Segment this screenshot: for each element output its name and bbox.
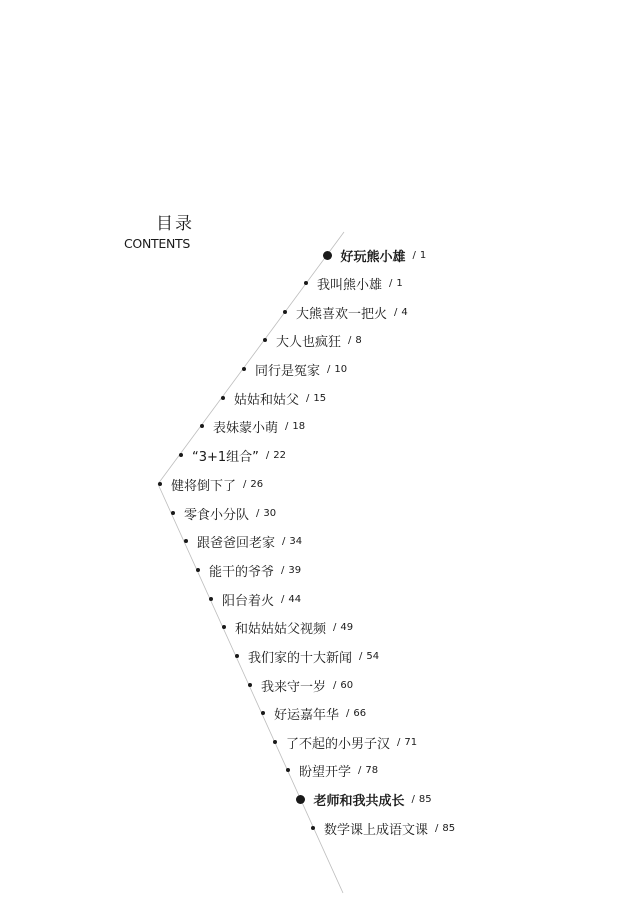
toc-entry-title: 同行是冤家 bbox=[255, 363, 321, 379]
page-separator: / bbox=[285, 420, 289, 432]
toc-entry-page: 49 bbox=[340, 621, 354, 633]
toc-entry[interactable] bbox=[221, 388, 326, 408]
toc-entry-title: 和姑姑姑父视频 bbox=[235, 621, 327, 637]
toc-heading: 目录 bbox=[156, 214, 194, 234]
toc-entry[interactable] bbox=[311, 818, 455, 838]
page-separator: / bbox=[306, 392, 310, 404]
page-separator: / bbox=[243, 478, 247, 490]
page-separator: / bbox=[346, 707, 350, 719]
page-separator: / bbox=[389, 277, 393, 289]
toc-entry[interactable] bbox=[184, 531, 302, 551]
toc-entry[interactable] bbox=[248, 675, 353, 695]
toc-entry-title: 能干的爷爷 bbox=[209, 564, 275, 580]
bullet-dot-icon bbox=[179, 453, 183, 457]
page-separator: / bbox=[333, 621, 337, 633]
toc-entry-page: 85 bbox=[418, 793, 432, 805]
toc-entry[interactable] bbox=[286, 760, 378, 780]
toc-entry[interactable] bbox=[235, 646, 379, 666]
toc-entry-page: 22 bbox=[273, 449, 287, 461]
toc-entry[interactable] bbox=[200, 416, 305, 436]
toc-entry-title: 跟爸爸回老家 bbox=[197, 535, 276, 551]
toc-entry-title: 数学课上成语文课 bbox=[324, 822, 429, 838]
toc-entry[interactable] bbox=[263, 330, 362, 350]
page-separator: / bbox=[397, 736, 401, 748]
toc-entry[interactable] bbox=[304, 273, 403, 293]
page-separator: / bbox=[358, 764, 362, 776]
toc-entry-page: 4 bbox=[401, 306, 408, 318]
toc-entry[interactable] bbox=[283, 302, 408, 322]
toc-entry-page: 18 bbox=[292, 420, 306, 432]
bullet-dot-icon bbox=[286, 768, 290, 772]
toc-entry-title: 表妹蒙小萌 bbox=[213, 420, 279, 436]
toc-entry-page: 66 bbox=[353, 707, 367, 719]
toc-entry-title: 健将倒下了 bbox=[171, 478, 237, 494]
toc-entry-title: “3+1组合” bbox=[192, 449, 259, 465]
bullet-dot-icon bbox=[184, 539, 188, 543]
page-separator: / bbox=[327, 363, 331, 375]
bullet-dot-icon bbox=[311, 826, 315, 830]
toc-entry-title: 大熊喜欢一把火 bbox=[296, 306, 388, 322]
page-separator: / bbox=[359, 650, 363, 662]
bullet-dot-icon bbox=[283, 310, 287, 314]
bullet-dot-icon bbox=[261, 711, 265, 715]
bullet-dot-icon bbox=[248, 683, 252, 687]
toc-entry-title: 零食小分队 bbox=[184, 507, 250, 523]
bullet-dot-icon bbox=[200, 424, 204, 428]
toc-entry-title: 我们家的十大新闻 bbox=[248, 650, 353, 666]
bullet-dot-icon bbox=[221, 396, 225, 400]
bullet-dot-icon bbox=[323, 251, 332, 260]
toc-entry[interactable] bbox=[222, 617, 353, 637]
toc-entry[interactable] bbox=[296, 789, 432, 809]
toc-entry[interactable] bbox=[261, 703, 366, 723]
bullet-dot-icon bbox=[209, 597, 213, 601]
toc-entry-page: 60 bbox=[340, 679, 354, 691]
page-separator: / bbox=[412, 249, 416, 261]
toc-entry[interactable] bbox=[179, 445, 286, 465]
page-separator: / bbox=[282, 535, 286, 547]
bullet-dot-icon bbox=[304, 281, 308, 285]
page-separator: / bbox=[256, 507, 260, 519]
toc-entry[interactable] bbox=[242, 359, 347, 379]
toc-entry[interactable] bbox=[171, 503, 276, 523]
bullet-dot-icon bbox=[273, 740, 277, 744]
toc-entry-title: 阳台着火 bbox=[222, 593, 275, 609]
page-separator: / bbox=[348, 334, 352, 346]
toc-entry-page: 10 bbox=[334, 363, 348, 375]
bullet-dot-icon bbox=[171, 511, 175, 515]
bullet-dot-icon bbox=[263, 338, 267, 342]
toc-entry-page: 8 bbox=[355, 334, 362, 346]
toc-entry-title: 大人也疯狂 bbox=[276, 334, 342, 350]
toc-entry-page: 54 bbox=[366, 650, 380, 662]
bullet-dot-icon bbox=[222, 625, 226, 629]
toc-entry[interactable] bbox=[196, 560, 301, 580]
toc-entry-page: 30 bbox=[263, 507, 277, 519]
toc-entry-page: 34 bbox=[289, 535, 303, 547]
bullet-dot-icon bbox=[196, 568, 200, 572]
page-separator: / bbox=[281, 593, 285, 605]
toc-entry-page: 44 bbox=[288, 593, 302, 605]
toc-entry-page: 1 bbox=[396, 277, 403, 289]
toc-entry[interactable] bbox=[158, 474, 263, 494]
bullet-dot-icon bbox=[296, 795, 305, 804]
toc-entry-title: 好运嘉年华 bbox=[274, 707, 340, 723]
toc-entry[interactable] bbox=[273, 732, 417, 752]
page-separator: / bbox=[333, 679, 337, 691]
bullet-dot-icon bbox=[242, 367, 246, 371]
page-separator: / bbox=[435, 822, 439, 834]
toc-entry-title: 盼望开学 bbox=[299, 764, 352, 780]
toc-entry-title: 姑姑和姑父 bbox=[234, 392, 300, 408]
page-separator: / bbox=[411, 793, 415, 805]
toc-entry[interactable] bbox=[209, 589, 301, 609]
toc-entry-title: 我叫熊小雄 bbox=[317, 277, 383, 293]
toc-entry-title: 好玩熊小雄 bbox=[340, 249, 406, 265]
toc-entry-page: 15 bbox=[313, 392, 327, 404]
page-separator: / bbox=[265, 449, 270, 461]
toc-entry-title: 了不起的小男子汉 bbox=[286, 736, 391, 752]
toc-entry-title: 老师和我共成长 bbox=[313, 793, 405, 809]
toc-entry-title: 我来守一岁 bbox=[261, 679, 327, 695]
toc-entry-page: 71 bbox=[404, 736, 418, 748]
toc-entry-page: 85 bbox=[442, 822, 456, 834]
bullet-dot-icon bbox=[235, 654, 239, 658]
toc-entry[interactable] bbox=[323, 245, 427, 265]
toc-entry-page: 1 bbox=[419, 249, 427, 261]
toc-entry-page: 78 bbox=[365, 764, 379, 776]
toc-entry-page: 39 bbox=[288, 564, 302, 576]
page-separator: / bbox=[281, 564, 285, 576]
bullet-dot-icon bbox=[158, 482, 162, 486]
page-separator: / bbox=[394, 306, 398, 318]
toc-entry-page: 26 bbox=[250, 478, 264, 490]
toc-heading-en: CONTENTS bbox=[124, 236, 190, 251]
